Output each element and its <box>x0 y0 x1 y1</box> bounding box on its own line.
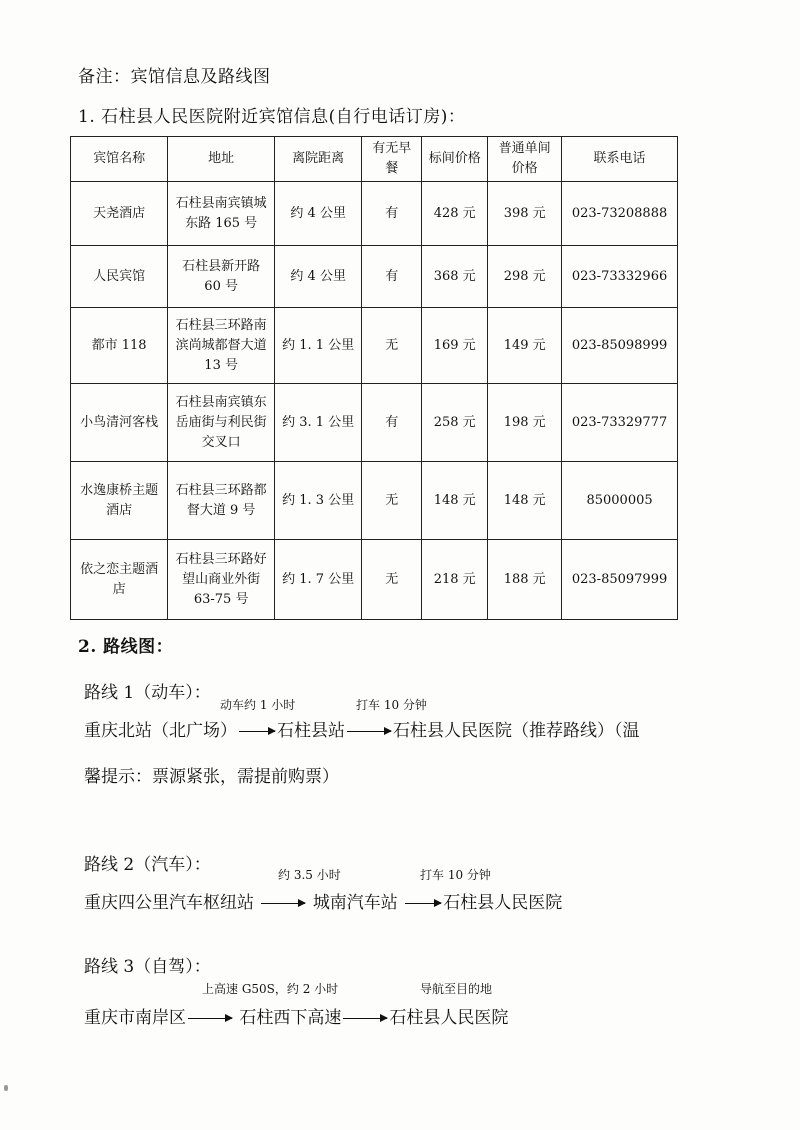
hotel-address: 石柱县南宾镇东岳庙街与利民街交叉口 <box>168 384 275 462</box>
arrow-icon <box>343 1018 387 1019</box>
route3-from: 重庆市南岸区 <box>84 1008 186 1028</box>
section2-title: 2. 路线图： <box>78 637 174 657</box>
hotel-breakfast: 有 <box>362 182 422 246</box>
route3-label: 路线 3（自驾）： <box>84 957 211 977</box>
route1-mid: 石柱县站 <box>277 721 345 741</box>
hotel-distance: 约 1. 1 公里 <box>275 308 362 384</box>
table-header-row <box>71 137 678 182</box>
hotel-name: 人民宾馆 <box>71 246 168 308</box>
route1-from: 重庆北站（北广场） <box>84 721 237 741</box>
route3-mid: 石柱西下高速 <box>239 1008 342 1028</box>
route1-to: 石柱县人民医院（推荐路线）（温 <box>393 721 640 741</box>
hotel-single-price: 188 元 <box>488 540 562 620</box>
hotel-phone: 023-85098999 <box>562 308 678 384</box>
hotel-phone: 85000005 <box>562 462 678 540</box>
arrow-icon <box>261 903 305 904</box>
hotel-single-price: 149 元 <box>488 308 562 384</box>
route1-note1: 动车约 1 小时 <box>220 698 296 712</box>
hotel-breakfast: 无 <box>362 540 422 620</box>
hotel-name: 天尧酒店 <box>71 182 168 246</box>
hotel-single-price: 198 元 <box>488 384 562 462</box>
header-address: 地址 <box>168 137 275 182</box>
header-distance: 离院距离 <box>275 137 362 182</box>
note-title: 备注：宾馆信息及路线图 <box>78 67 271 87</box>
arrow-icon <box>347 731 391 732</box>
hotel-address: 石柱县南宾镇城东路 165 号 <box>168 182 275 246</box>
table-row <box>71 462 678 540</box>
route1-label: 路线 1（动车）： <box>84 683 211 703</box>
hotel-address: 石柱县三环路南滨尚城都督大道 13 号 <box>168 308 275 384</box>
hotel-distance: 约 1. 3 公里 <box>275 462 362 540</box>
section1-title: 1. 石柱县人民医院附近宾馆信息(自行电话订房)： <box>78 107 466 127</box>
hotel-distance: 约 3. 1 公里 <box>275 384 362 462</box>
route2-label: 路线 2（汽车）： <box>84 855 211 875</box>
hotel-breakfast: 有 <box>362 384 422 462</box>
route2-note1: 约 3.5 小时 <box>278 868 341 882</box>
hotel-standard-price: 148 元 <box>422 462 488 540</box>
hotel-name: 依之恋主题酒店 <box>71 540 168 620</box>
hotel-table <box>70 136 678 620</box>
hotel-standard-price: 258 元 <box>422 384 488 462</box>
header-phone: 联系电话 <box>562 137 678 182</box>
hotel-distance: 约 1. 7 公里 <box>275 540 362 620</box>
hotel-name: 小鸟清河客栈 <box>71 384 168 462</box>
hotel-address: 石柱县新开路 60 号 <box>168 246 275 308</box>
header-standard-price: 标间价格 <box>422 137 488 182</box>
hotel-name: 水逸康桥主题酒店 <box>71 462 168 540</box>
table-row <box>71 246 678 308</box>
table-row <box>71 308 678 384</box>
route2-to: 石柱县人民医院 <box>443 893 563 913</box>
hotel-standard-price: 428 元 <box>422 182 488 246</box>
arrow-icon <box>405 903 441 904</box>
route2-from: 重庆四公里汽车枢纽站 <box>84 893 254 913</box>
hotel-distance: 约 4 公里 <box>275 182 362 246</box>
hotel-breakfast: 无 <box>362 308 422 384</box>
hotel-address: 石柱县三环路都督大道 9 号 <box>168 462 275 540</box>
route3-note2: 导航至目的地 <box>420 982 493 996</box>
route2-note2: 打车 10 分钟 <box>420 868 491 882</box>
route3-line <box>84 1003 508 1028</box>
hotel-single-price: 298 元 <box>488 246 562 308</box>
hotel-breakfast: 无 <box>362 462 422 540</box>
table-row <box>71 384 678 462</box>
hotel-name: 都市 118 <box>71 308 168 384</box>
header-breakfast: 有无早餐 <box>362 137 422 182</box>
hotel-standard-price: 169 元 <box>422 308 488 384</box>
arrow-icon <box>239 731 275 732</box>
route3-to: 石柱县人民医院 <box>389 1008 509 1028</box>
route3-note1: 上高速 G50S，约 2 小时 <box>202 982 339 996</box>
hotel-address: 石柱县三环路好望山商业外街 63-75 号 <box>168 540 275 620</box>
header-single-price: 普通单间价格 <box>488 137 562 182</box>
hotel-distance: 约 4 公里 <box>275 246 362 308</box>
hotel-phone: 023-73329777 <box>562 384 678 462</box>
hotel-single-price: 398 元 <box>488 182 562 246</box>
scan-mark <box>4 1085 8 1091</box>
table-row <box>71 182 678 246</box>
route1-continuation: 馨提示：票源紧张，需提前购票） <box>84 767 339 787</box>
route2-line <box>84 888 562 913</box>
hotel-standard-price: 218 元 <box>422 540 488 620</box>
hotel-phone: 023-73332966 <box>562 246 678 308</box>
route1-note2: 打车 10 分钟 <box>356 698 427 712</box>
hotel-standard-price: 368 元 <box>422 246 488 308</box>
hotel-breakfast: 有 <box>362 246 422 308</box>
header-hotel-name: 宾馆名称 <box>71 137 168 182</box>
arrow-icon <box>188 1018 232 1019</box>
table-row <box>71 540 678 620</box>
hotel-phone: 023-85097999 <box>562 540 678 620</box>
route2-mid: 城南汽车站 <box>312 893 398 913</box>
hotel-single-price: 148 元 <box>488 462 562 540</box>
route1-line <box>84 716 640 741</box>
hotel-phone: 023-73208888 <box>562 182 678 246</box>
